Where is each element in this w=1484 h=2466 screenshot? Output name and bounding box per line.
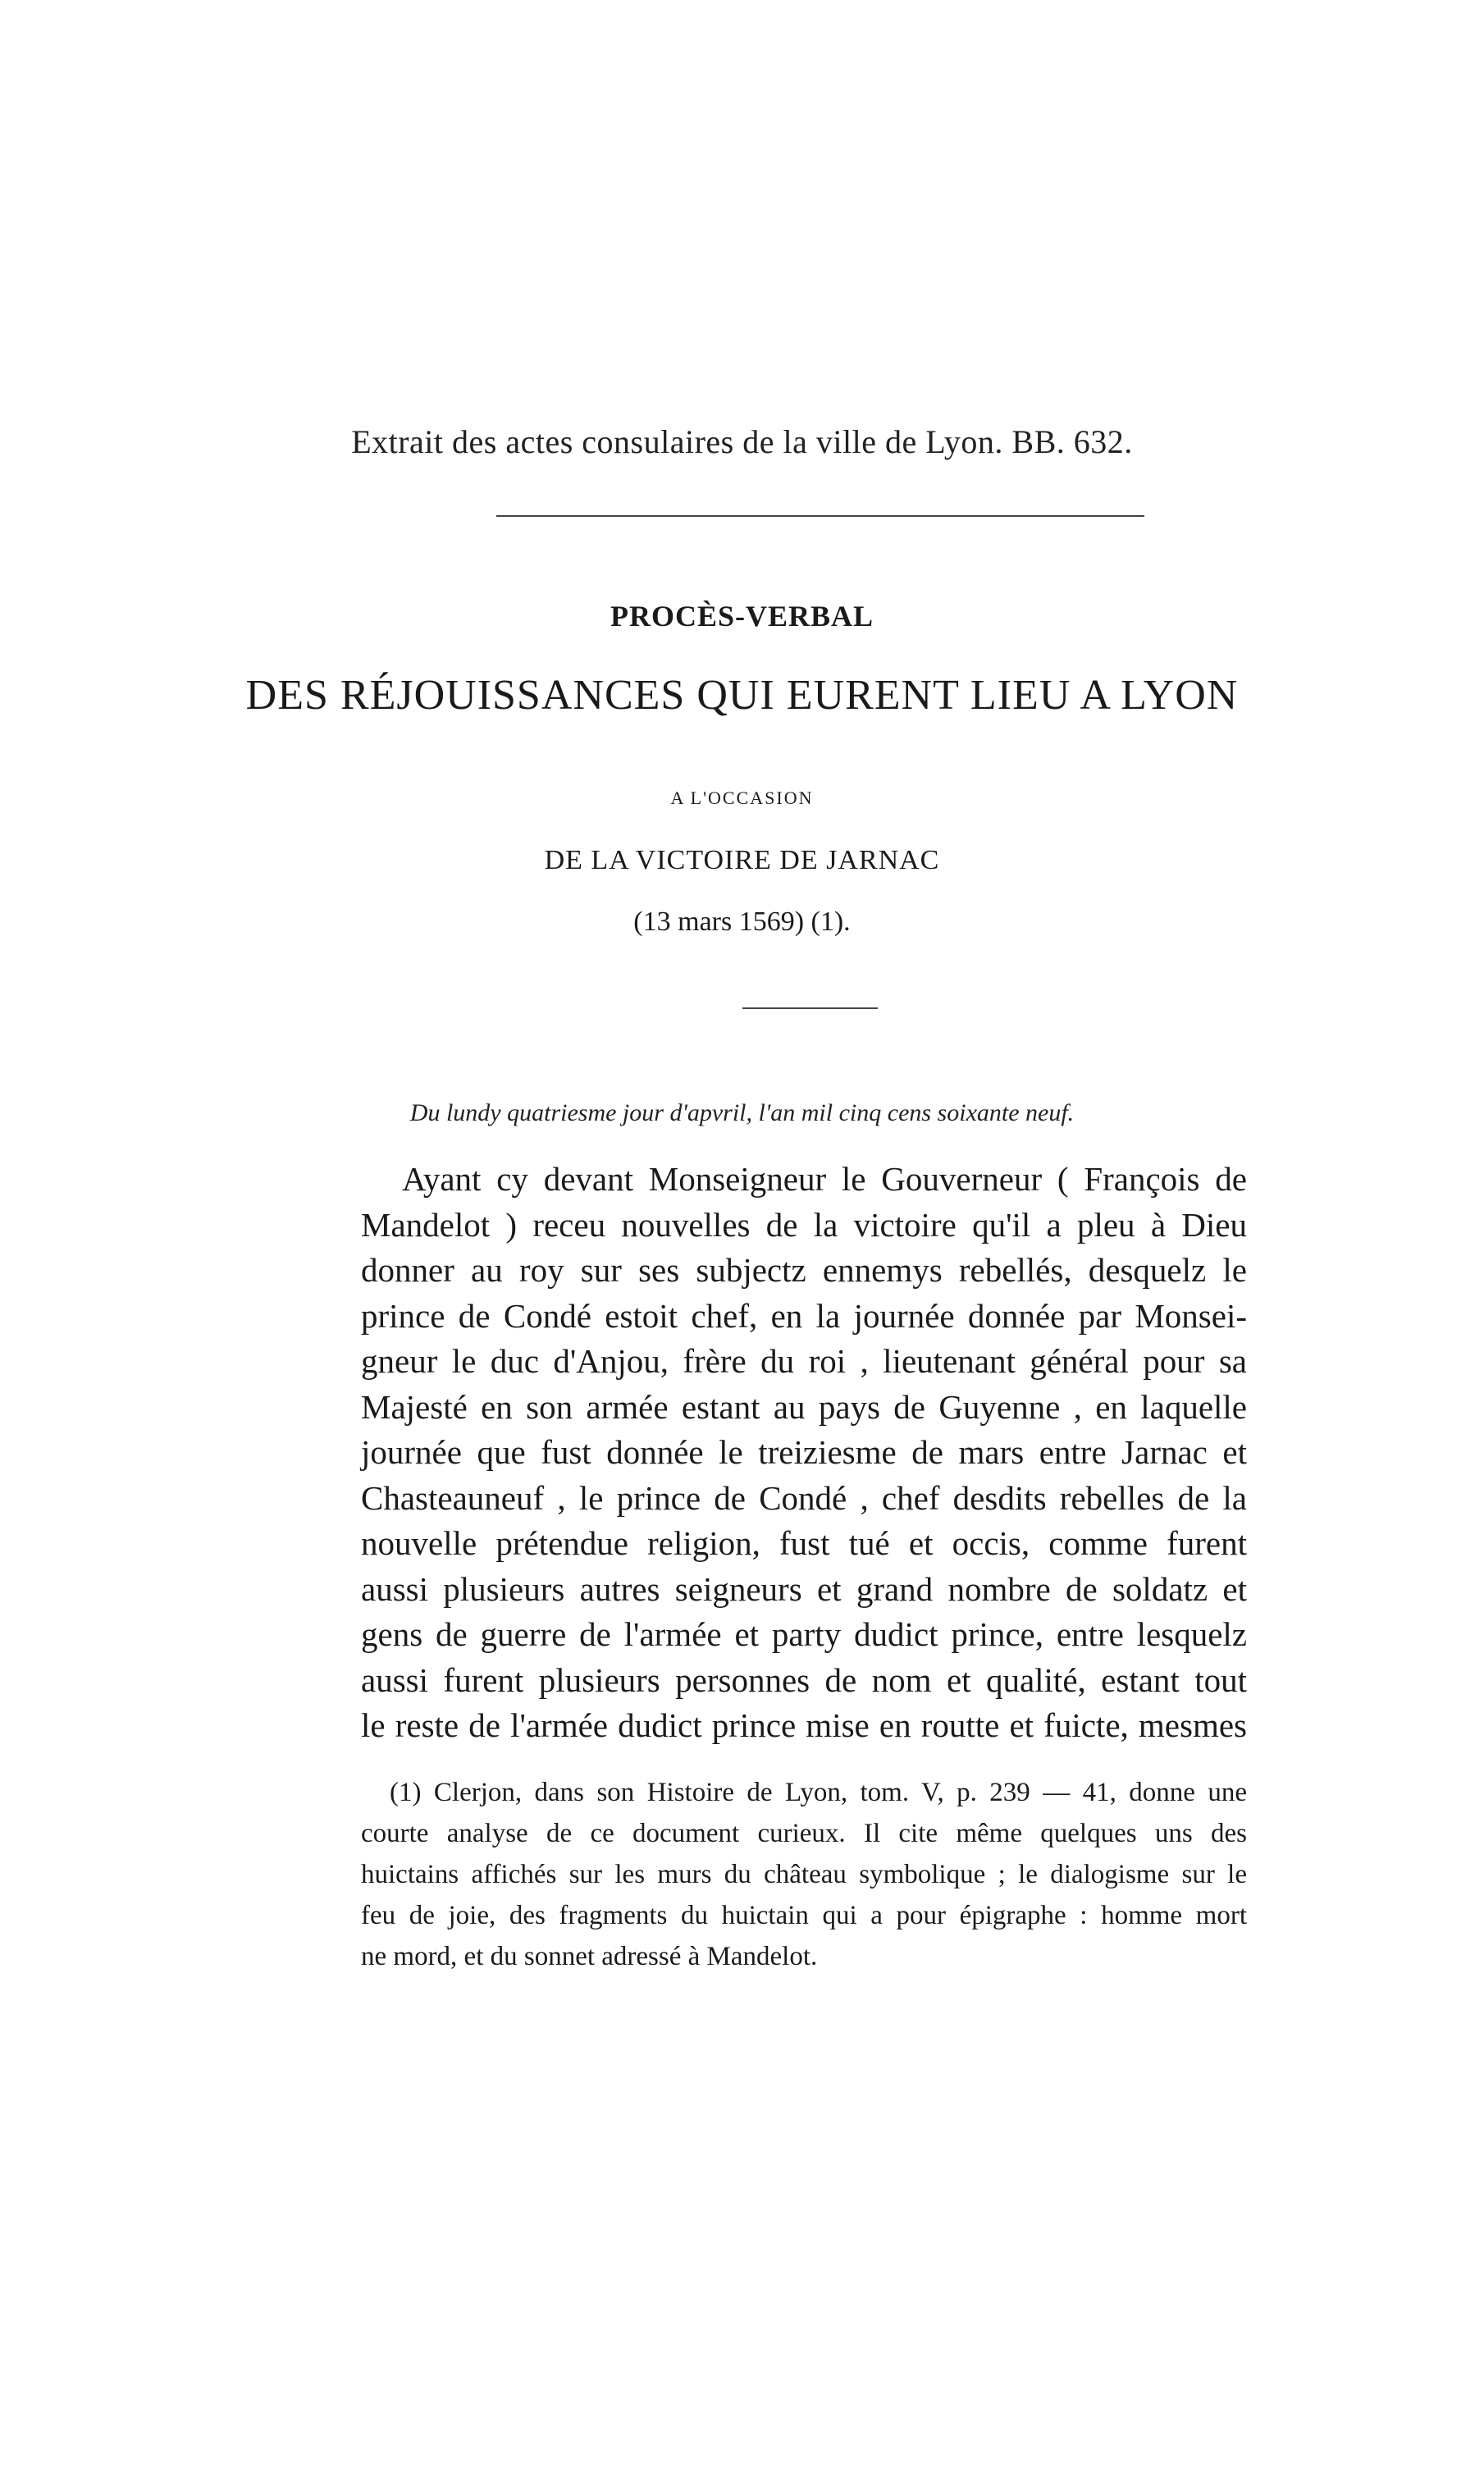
body-line: aussi furent plusieurs personnes de nom et qualité, estant tout — [361, 1660, 1247, 1699]
top-rule-divider — [496, 515, 1144, 517]
main-title: DES RÉJOUISSANCES QUI EURENT LIEU A LYON — [245, 672, 1239, 719]
body-paragraph — [361, 1157, 1247, 1749]
body-line: Ayant cy devant Monseigneur le Gouverneur ( François de — [402, 1160, 1247, 1198]
body-line: journée que fust donnée le treiziesme de mars entre Jarnac et — [361, 1433, 1247, 1471]
body-line: Mandelot ) receu nouvelles de la victoire qu'il a pleu à Dieu — [361, 1205, 1247, 1244]
body-line: nouvelle prétendue religion, fust tué et occis, comme furent — [361, 1524, 1247, 1562]
body-line: Majesté en son armée estant au pays de Guyenne , en laquelle — [361, 1387, 1247, 1426]
proces-verbal-title: PROCÈS-VERBAL — [610, 600, 874, 632]
body-line: donner au roy sur ses subjectz ennemys rebellés, desquelz le — [361, 1251, 1247, 1289]
footnote-line: ne mord, et du sonnet adressé à Mandelot. — [361, 1942, 818, 1971]
footnote-line: courte analyse de ce document curieux. Il cite même quelques uns des — [361, 1819, 1247, 1848]
body-line: le reste de l'armée dudict prince mise en routte et fuicte, mesmes — [361, 1706, 1247, 1744]
body-line: gneur le duc d'Anjou, frère du roi , lieutenant général pour sa — [361, 1342, 1247, 1380]
victory-subtitle: DE LA VICTOIRE DE JARNAC — [544, 845, 940, 875]
body-line: prince de Condé estoit chef, en la journée donnée par Monsei- — [361, 1296, 1247, 1335]
body-line: aussi plusieurs autres seigneurs et grand nombre de soldatz et — [361, 1569, 1247, 1608]
occasion-subtitle: A L'OCCASION — [670, 788, 814, 808]
event-date: (13 mars 1569) (1). — [633, 906, 851, 937]
archive-source-line: Extrait des actes consulaires de la ville de Lyon. BB. 632. — [351, 423, 1133, 460]
dateline: Du lundy quatriesme jour d'apvril, l'an mil cinq cens soixante neuf. — [409, 1099, 1075, 1126]
middle-rule-divider — [742, 1007, 878, 1009]
footnote — [361, 1772, 1247, 1977]
body-line: Chasteauneuf , le prince de Condé , chef desdits rebelles de la — [361, 1478, 1247, 1517]
footnote-line: (1) Clerjon, dans son Histoire de Lyon, tom. V, p. 239 — 41, donne une — [390, 1778, 1247, 1807]
footnote-line: feu de joie, des fragments du huictain qui a pour épigraphe : homme mort — [361, 1901, 1247, 1930]
body-line: gens de guerre de l'armée et party dudict prince, entre lesquelz — [361, 1615, 1247, 1653]
footnote-line: huictains affichés sur les murs du château symbolique ; le dialogisme sur le — [361, 1860, 1247, 1889]
